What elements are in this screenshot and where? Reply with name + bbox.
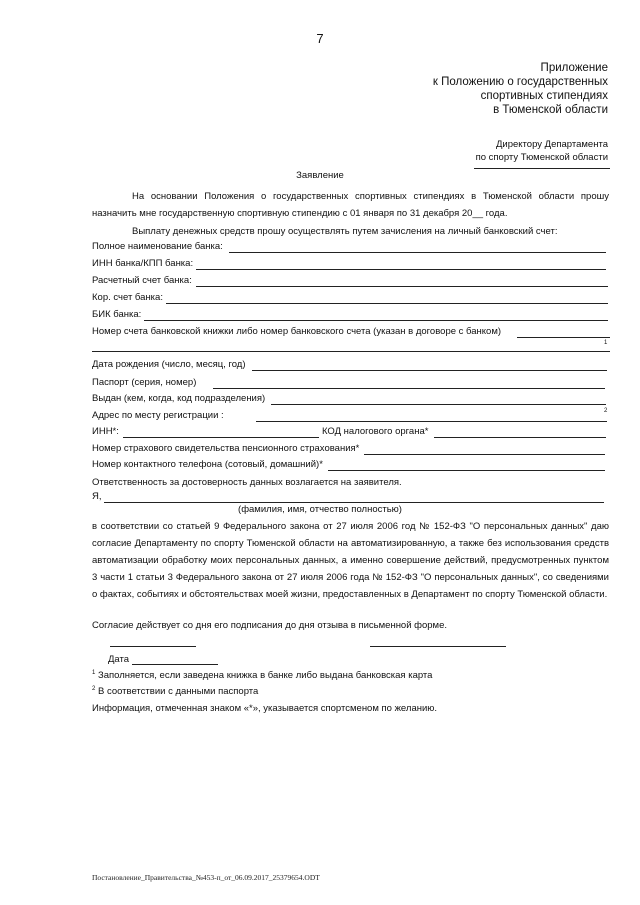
signature-name-line[interactable]	[370, 646, 506, 647]
bank-inn-kpp-label: ИНН банка/КПП банка:	[92, 258, 194, 269]
inn-field[interactable]	[123, 437, 319, 438]
account-number-field[interactable]	[517, 337, 610, 338]
phone-field[interactable]	[328, 470, 605, 471]
consent-validity-text: Согласие действует со дня его подписания до дня отзыва в письменной форме.	[92, 620, 448, 631]
bank-name-field[interactable]	[229, 252, 606, 253]
consent-paragraph: в соответствии со статьей 9 Федерального закона от 27 июля 2006 год № 152-ФЗ "О персональных данных" даю согласие Департаменту по спорту Тюменской области на автоматизированную, а также без использования средств автоматизации обработку моих персональных данных, а именно совершение действий, предусмотренных пунктом 3 части 1 статьи 3 Федерального закона от 27 июля 2006 года № 152-ФЗ "О персональных данных", со сведениями о фактах, событиях и обстоятельствах моей жизни, предоставленных в Департамент по спорту Тюменской области.	[92, 521, 609, 600]
passport-field[interactable]	[213, 388, 605, 389]
footnote-3: Информация, отмеченная знаком «*», указывается спортсменом по желанию.	[92, 703, 438, 714]
document-title: Заявление	[296, 170, 344, 181]
birth-date-label: Дата рождения (число, месяц, год)	[92, 359, 246, 370]
date-field[interactable]	[132, 664, 218, 665]
issued-by-field[interactable]	[271, 404, 606, 405]
footnote-2	[92, 686, 258, 697]
annex-line-1: Приложение	[540, 62, 608, 74]
annex-heading	[433, 61, 608, 117]
footnote-2-text: В соответствии с данными паспорта	[97, 686, 259, 698]
responsibility-text: Ответственность за достоверность данных возлагается на заявителя.	[92, 477, 402, 488]
tax-code-field[interactable]	[434, 437, 606, 438]
full-name-field[interactable]	[104, 502, 604, 503]
document-footer: Постановление_Правительства_№453-п_от_06.09.2017_25379654.ODT	[92, 873, 320, 882]
footnote-2-mark: 2	[92, 686, 96, 692]
payment-paragraph: Выплату денежных средств прошу осуществлять путем зачисления на личный банковский счет:	[132, 226, 558, 237]
page-number: 7	[316, 31, 324, 46]
issued-by-label: Выдан (кем, когда, код подразделения)	[92, 393, 266, 404]
corr-account-label: Кор. счет банка:	[92, 292, 163, 303]
inn-label: ИНН*:	[92, 426, 119, 437]
annex-line-2: к Положению о государственных	[432, 76, 608, 88]
snils-label: Номер страхового свидетельства пенсионного страхования*	[92, 443, 360, 454]
settlement-account-field[interactable]	[196, 286, 608, 287]
footnote-1-mark: 1	[92, 670, 96, 676]
annex-line-4: в Тюменской области	[493, 104, 608, 116]
annex-line-3: спортивных стипендиях	[480, 90, 608, 102]
addressee-block	[476, 138, 608, 164]
footnote-1-text: Заполняется, если заведена книжка в банке либо выдана банковская карта	[97, 670, 433, 682]
footnote-mark-1: 1	[604, 340, 608, 346]
tax-code-label: КОД налогового органа*	[322, 426, 429, 437]
birth-date-field[interactable]	[252, 370, 607, 371]
i-label: Я,	[92, 491, 102, 502]
snils-field[interactable]	[364, 454, 605, 455]
phone-label: Номер контактного телефона (сотовый, домашний)*	[92, 459, 323, 470]
address-label: Адрес по месту регистрации :	[92, 410, 224, 421]
bank-name-label: Полное наименование банка:	[92, 241, 223, 252]
corr-account-field[interactable]	[166, 303, 608, 304]
intro-paragraph: На основании Положения о государственных спортивных стипендиях в Тюменской области прошу назначить мне государственную спортивную стипендию с 01 января по 31 декабря 20__ года.	[92, 191, 609, 219]
date-label: Дата	[108, 654, 130, 665]
account-number-field-continued[interactable]	[92, 351, 610, 352]
settlement-account-label: Расчетный счет банка:	[92, 275, 192, 286]
bank-inn-kpp-field[interactable]	[196, 269, 606, 270]
signature-line[interactable]	[110, 646, 196, 647]
account-number-label: Номер счета банковской книжки либо номер банковского счета (указан в договоре с банком)	[92, 326, 502, 337]
addressee-line-1: Директору Департамента	[495, 139, 608, 150]
bik-field[interactable]	[144, 320, 608, 321]
addressee-line-2: по спорту Тюменской области	[475, 152, 608, 163]
address-field[interactable]	[256, 421, 607, 422]
footnote-1	[92, 670, 432, 681]
footnote-mark-2: 2	[604, 408, 608, 414]
full-name-caption: (фамилия, имя, отчество полностью)	[238, 504, 402, 515]
bik-label: БИК банка:	[92, 309, 142, 320]
passport-label: Паспорт (серия, номер)	[92, 377, 197, 388]
addressee-signature-line[interactable]	[474, 168, 610, 169]
